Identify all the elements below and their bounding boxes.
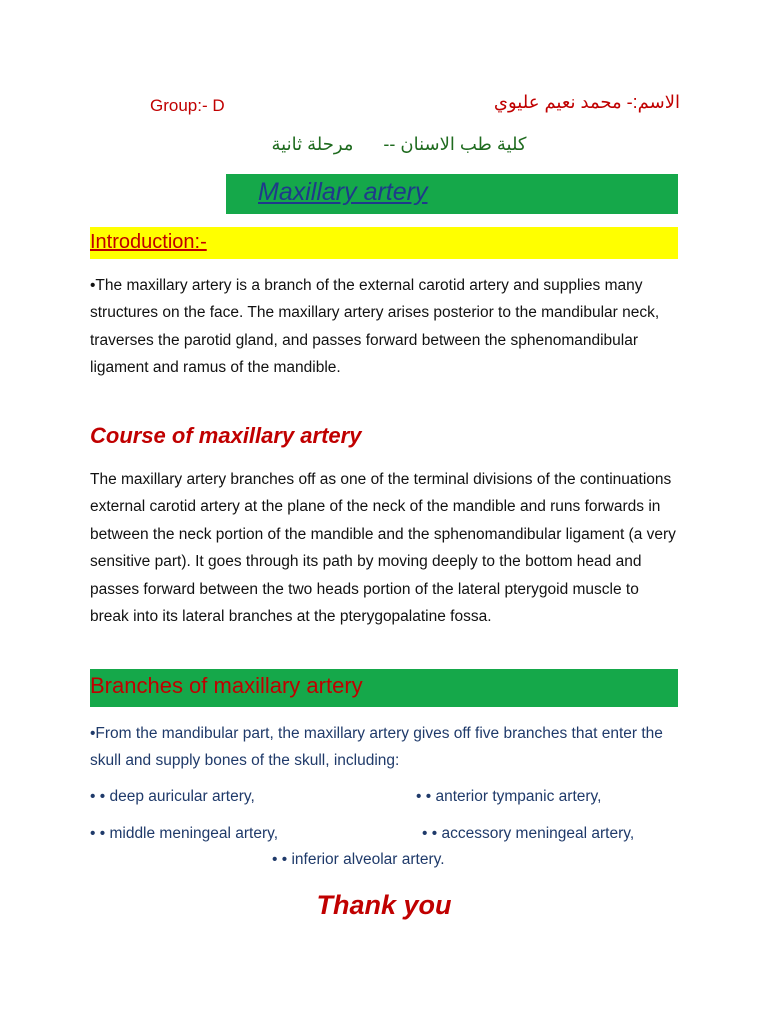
list-item: • • accessory meningeal artery,	[422, 825, 635, 842]
list-item: • • anterior tympanic artery,	[416, 788, 602, 805]
course-heading: Course of maxillary artery	[90, 423, 362, 448]
branches-heading: Branches of maxillary artery	[90, 673, 363, 698]
closing-text: Thank you	[316, 890, 452, 920]
list-item: • • inferior alveolar artery.	[272, 851, 445, 868]
introduction-heading: Introduction:-	[90, 231, 207, 253]
stage-name: مرحلة ثانية	[271, 134, 354, 154]
page-title: Maxillary artery	[258, 178, 428, 206]
branches-intro: •From the mandibular part, the maxillary artery gives off five branches that enter the skull and supply bones of the skull, including:	[90, 725, 663, 770]
group-label: Group:- D	[150, 96, 225, 115]
course-paragraph: The maxillary artery branches off as one of the terminal divisions of the continuations external carotid artery at the plane of the neck of the mandible and runs forwards in between the neck portion of the mandible and the sphenomandibular ligament (a very sensitive part). It goes through its path by moving deeply to the bottom head and passes forward between the two heads portion of the lateral pterygoid muscle to break into its lateral branches at the pterygopalatine fossa.	[90, 471, 676, 626]
college-name: كلية طب الاسنان --	[383, 134, 527, 154]
introduction-paragraph: •The maxillary artery is a branch of the external carotid artery and supplies many structures on the face. The maxillary artery arises posterior to the mandibular neck, traverses the parotid gland, and passes forward between the sphenomandibular ligament and ramus of the mandible.	[90, 277, 660, 377]
list-item: • • deep auricular artery,	[90, 788, 255, 805]
introduction-banner	[90, 227, 678, 259]
branches-banner	[90, 669, 678, 707]
student-name: الاسم:- محمد نعيم عليوي	[493, 92, 680, 112]
list-item: • • middle meningeal artery,	[90, 825, 279, 842]
title-banner	[226, 174, 678, 214]
college-line	[0, 134, 768, 155]
